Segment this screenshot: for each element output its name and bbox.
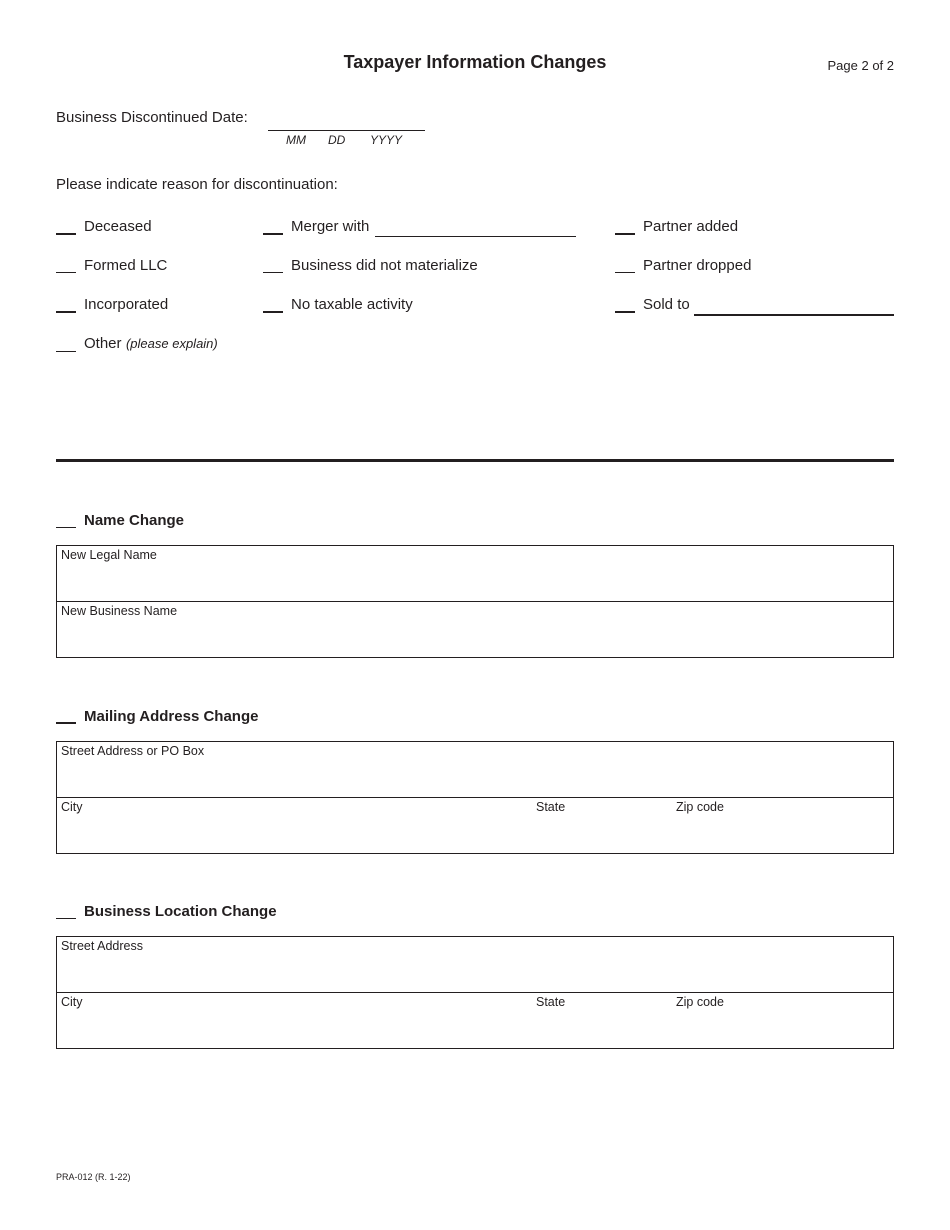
- name-change-checkbox[interactable]: [56, 527, 76, 528]
- discontinued-date-field[interactable]: [268, 130, 425, 131]
- not-materialize-label: Business did not materialize: [291, 257, 478, 274]
- other-option: [84, 335, 218, 353]
- formed-llc-label: Formed LLC: [84, 257, 168, 274]
- form-id: PRA-012 (R. 1-22): [56, 1172, 131, 1182]
- mailing-city-row[interactable]: [57, 797, 893, 853]
- partner-dropped-label: Partner dropped: [643, 257, 752, 274]
- location-city-row[interactable]: [57, 992, 893, 1048]
- date-hint-mm: MM: [286, 133, 306, 147]
- location-change-checkbox[interactable]: [56, 918, 76, 919]
- partner-dropped-checkbox[interactable]: [615, 272, 635, 273]
- discontinued-date-label: Business Discontinued Date:: [56, 109, 248, 126]
- mailing-zip-label: Zip code: [676, 800, 724, 814]
- other-checkbox[interactable]: [56, 351, 76, 352]
- sold-to-checkbox[interactable]: [615, 311, 635, 313]
- date-hint-dd: DD: [328, 133, 346, 147]
- merger-label: Merger with: [291, 218, 370, 235]
- formed-llc-checkbox[interactable]: [56, 272, 76, 273]
- mailing-street-field[interactable]: [57, 742, 893, 797]
- location-change-title: Business Location Change: [84, 903, 277, 920]
- sold-to-field[interactable]: [694, 314, 894, 316]
- no-taxable-checkbox[interactable]: [263, 311, 283, 313]
- new-legal-name-field[interactable]: [57, 546, 893, 601]
- name-change-box: [56, 545, 894, 658]
- sold-to-label: Sold to: [643, 296, 690, 313]
- merger-with-field[interactable]: [375, 236, 576, 237]
- incorporated-checkbox[interactable]: [56, 311, 76, 313]
- mailing-change-checkbox[interactable]: [56, 722, 76, 724]
- partner-added-label: Partner added: [643, 218, 739, 235]
- partner-added-checkbox[interactable]: [615, 233, 635, 235]
- new-business-name-field[interactable]: [57, 601, 893, 657]
- other-hint: (please explain): [125, 336, 218, 351]
- not-materialize-checkbox[interactable]: [263, 272, 283, 273]
- new-legal-name-label: New Legal Name: [61, 548, 157, 562]
- location-city-label: City: [61, 995, 83, 1009]
- page-number: Page 2 of 2: [827, 58, 894, 73]
- location-state-label: State: [536, 995, 566, 1009]
- date-hint-yyyy: YYYY: [370, 133, 403, 147]
- mailing-change-title: Mailing Address Change: [84, 708, 259, 725]
- deceased-checkbox[interactable]: [56, 233, 76, 235]
- reason-prompt: Please indicate reason for discontinuation:: [56, 176, 338, 193]
- new-business-name-label: New Business Name: [61, 604, 178, 618]
- other-label: Other: [84, 335, 122, 352]
- location-street-field[interactable]: [57, 937, 893, 992]
- location-change-box: [56, 936, 894, 1049]
- mailing-street-label: Street Address or PO Box: [61, 744, 205, 758]
- mailing-state-label: State: [536, 800, 566, 814]
- mailing-change-box: [56, 741, 894, 854]
- merger-checkbox[interactable]: [263, 233, 283, 235]
- incorporated-label: Incorporated: [84, 296, 169, 313]
- location-street-label: Street Address: [61, 939, 143, 953]
- mailing-city-label: City: [61, 800, 83, 814]
- deceased-label: Deceased: [84, 218, 152, 235]
- location-zip-label: Zip code: [676, 995, 724, 1009]
- page-title: Taxpayer Information Changes: [343, 52, 607, 72]
- section-divider: [56, 459, 894, 462]
- no-taxable-label: No taxable activity: [291, 296, 413, 313]
- name-change-title: Name Change: [84, 512, 185, 529]
